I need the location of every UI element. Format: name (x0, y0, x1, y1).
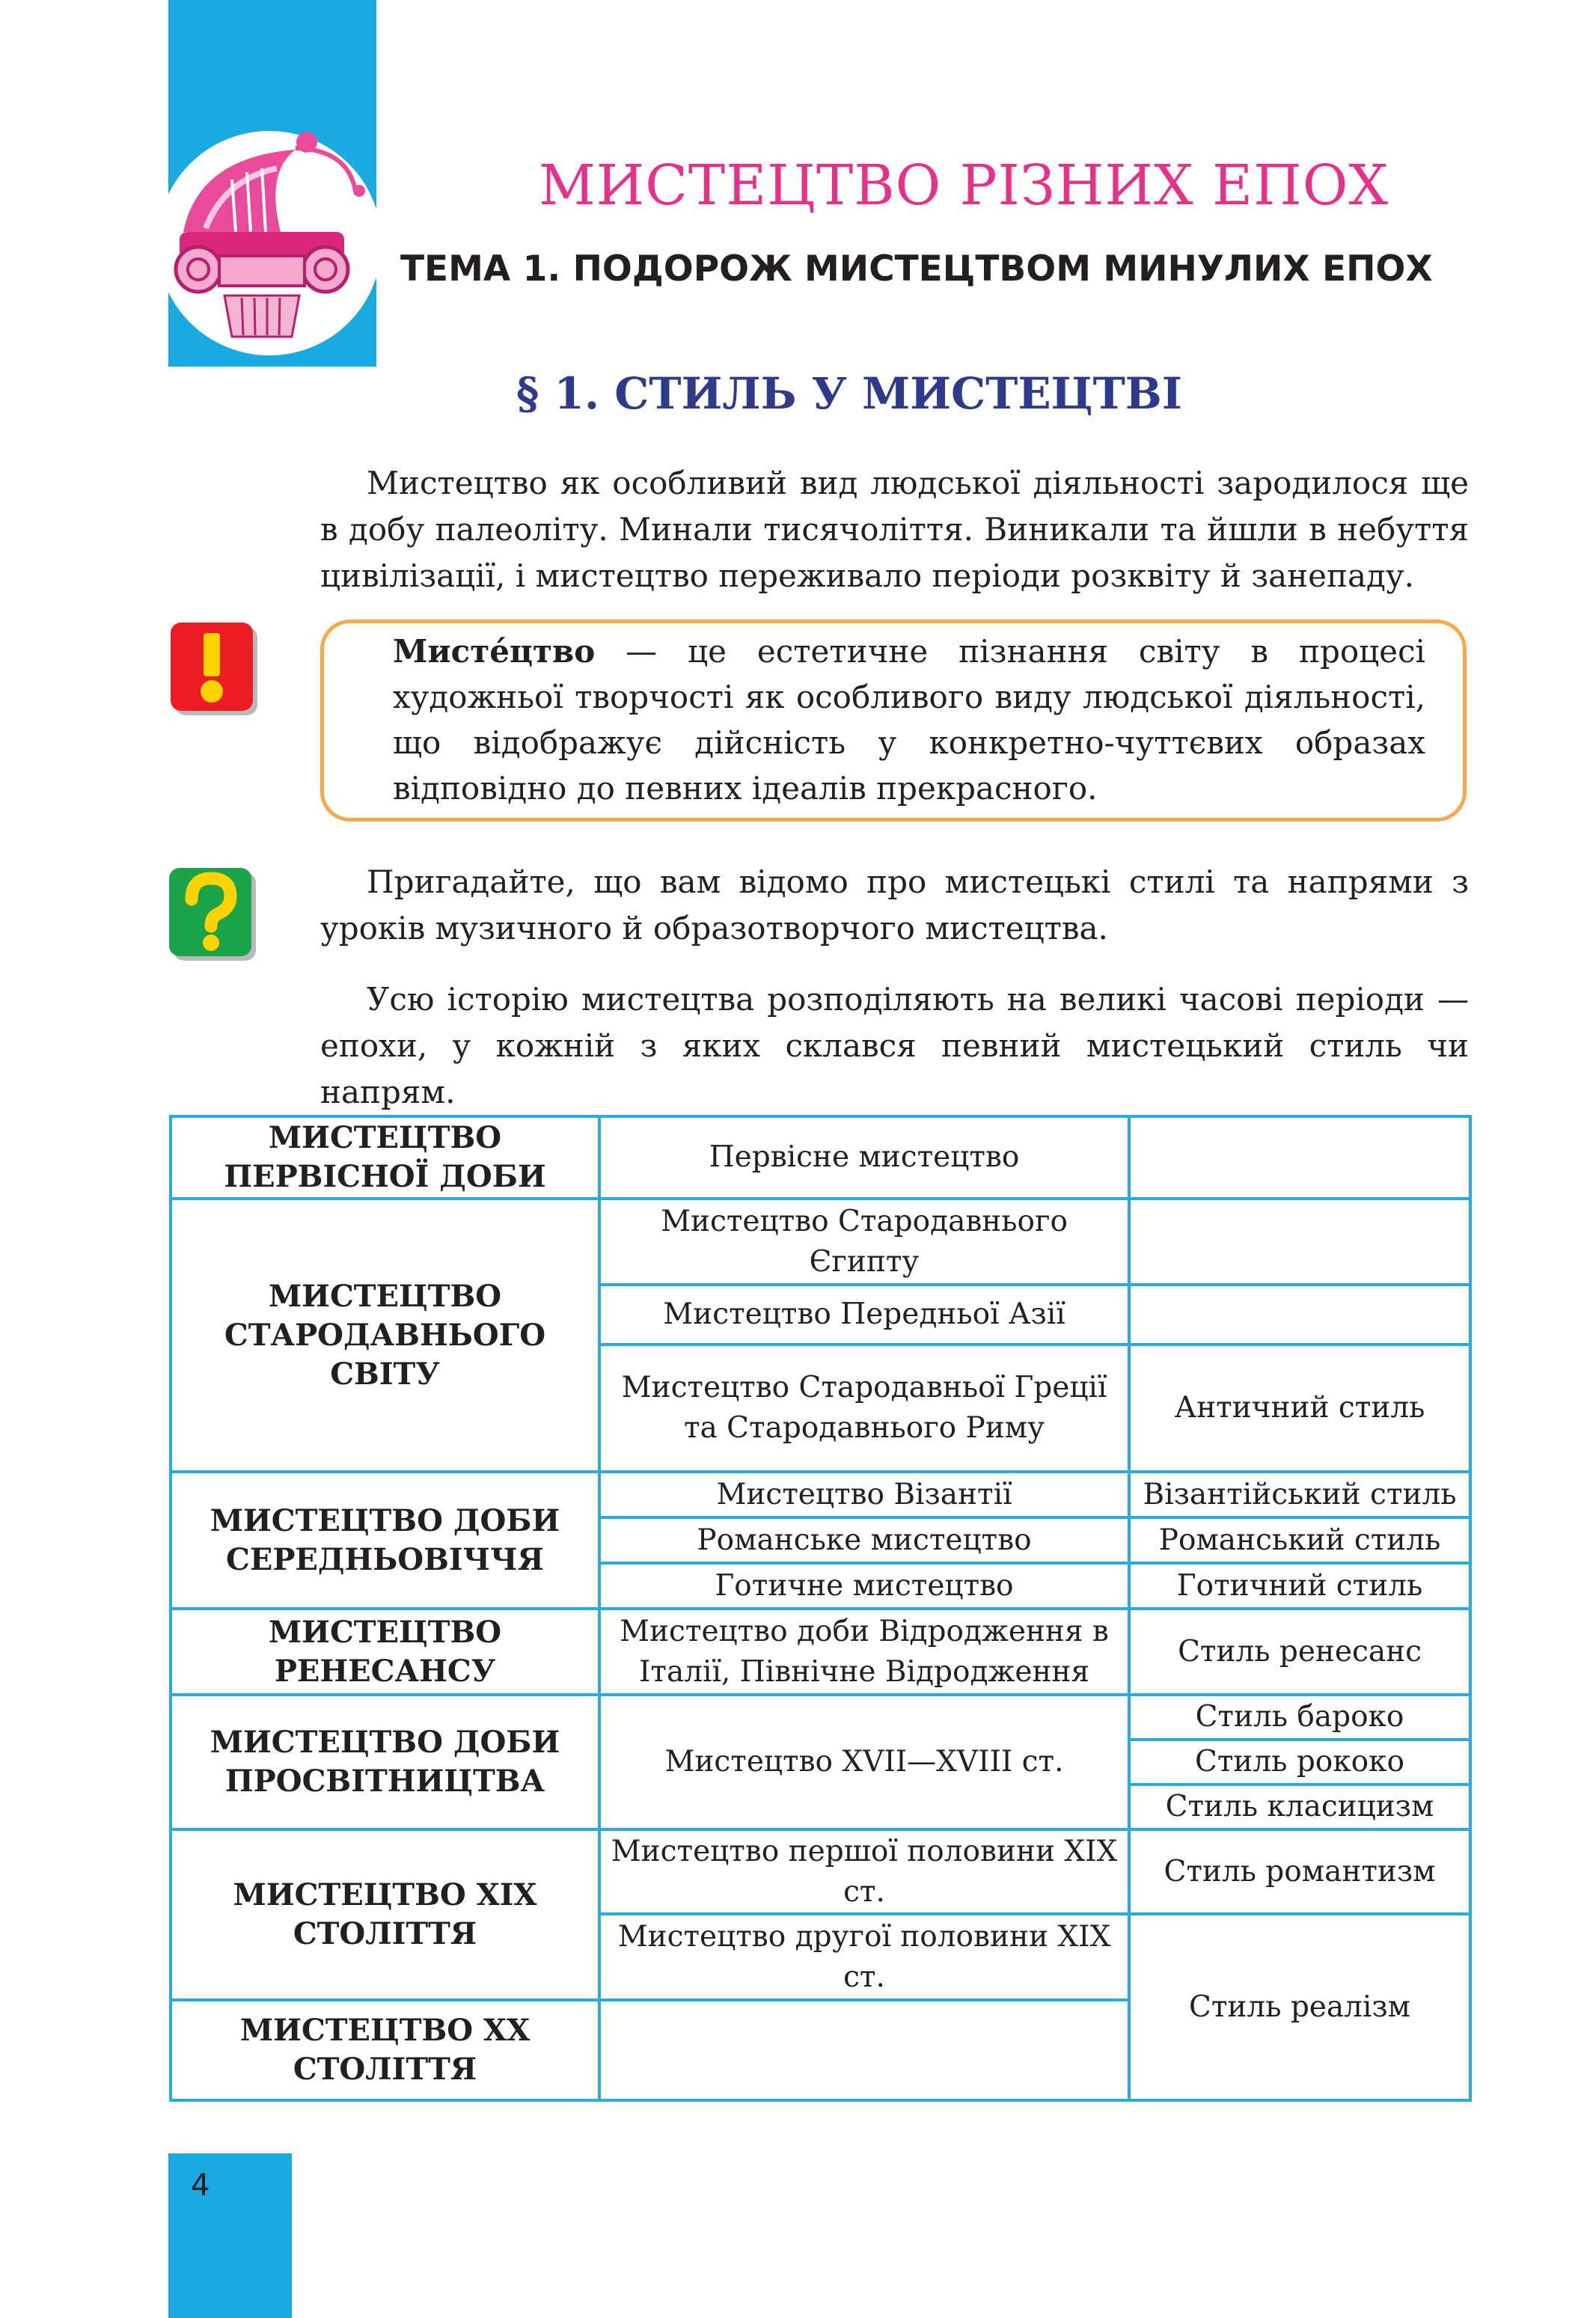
table-cell: Стиль бароко (1129, 1695, 1470, 1740)
table-cell: Мистецтво доби Відродження в Італії, Північне Відродження (599, 1609, 1129, 1695)
question-paragraph: Пригадайте, що вам відомо про мистецькі стилі та напрями з уроків музичного й образотворчого мистецтва. (320, 863, 1469, 947)
table-cell (599, 2000, 1129, 2100)
table-cell: Античний стиль (1129, 1345, 1470, 1472)
table-cell: МИСТЕЦТВО ДОБИ ПРОСВІТНИЦТВА (171, 1695, 599, 1829)
table-row (171, 1695, 1470, 1740)
table-cell: Мистецтво Стародавньої Греції та Стародавнього Риму (599, 1345, 1129, 1472)
lyre-emblem-icon (153, 127, 385, 359)
art-epochs-table (169, 1115, 1472, 2102)
table-cell: Мистецтво Передньої Азії (599, 1285, 1129, 1345)
table-cell: МИСТЕЦТВО XX СТОЛІТТЯ (171, 2000, 599, 2100)
chapter-title: МИСТЕЦТВО РІЗНИХ ЕПОХ (539, 153, 1389, 218)
epochs-intro-paragraph: Усю історію мистецтва розподіляють на великі часові періоди — епохи, у кожній з яких склався певний мистецький стиль чи напрям. (320, 981, 1469, 1110)
table-cell: Стиль романтизм (1129, 1829, 1470, 1914)
definition-body: — це естетичне пізнання світу в процесі художньої творчості як особливого виду людської діяльності, що відображує дійсність у конкретно-чуттєвих образах відповідно до певних ідеалів прекрасного. (393, 633, 1425, 807)
table-cell: Первісне мистецтво (599, 1116, 1129, 1199)
table-cell: Мистецтво Візантії (599, 1472, 1129, 1517)
definition-term: Мисте́цтво (393, 633, 596, 670)
intro-paragraph: Мистецтво як особливий вид людської діяльності зародилося ще в добу палеоліту. Минали тисячоліття. Виникали та йшли в небуття цивілізації, і мистецтво переживало періоди розквіту й занепаду. (320, 465, 1469, 594)
table-cell: Мистецтво першої половини XIX ст. (599, 1829, 1129, 1914)
table-cell (1129, 1285, 1470, 1345)
table-cell: МИСТЕЦТВО ДОБИ СЕРЕДНЬОВІЧЧЯ (171, 1472, 599, 1609)
definition-text (393, 629, 1425, 811)
table-cell (1129, 1199, 1470, 1285)
page-number-box (168, 2153, 292, 2318)
table-cell: МИСТЕЦТВО XIX СТОЛІТТЯ (171, 1829, 599, 2000)
table-cell: МИСТЕЦТВО РЕНЕСАНСУ (171, 1609, 599, 1695)
table-cell: Стиль класицизм (1129, 1785, 1470, 1829)
table-cell: Стиль ренесанс (1129, 1609, 1470, 1695)
table-cell: Візантійський стиль (1129, 1472, 1470, 1517)
table-cell: МИСТЕЦТВО СТАРОДАВНЬОГО СВІТУ (171, 1199, 599, 1472)
table-cell: Романське мистецтво (599, 1517, 1129, 1563)
table-cell: МИСТЕЦТВО ПЕРВІСНОЇ ДОБИ (171, 1116, 599, 1199)
table-cell: Романський стиль (1129, 1517, 1470, 1563)
table-cell: Стиль рококо (1129, 1740, 1470, 1785)
question-icon (169, 868, 251, 956)
table-row (171, 1829, 1470, 1914)
page-number: 4 (191, 2168, 210, 2203)
table-cell: Мистецтво XVII—XVIII ст. (599, 1695, 1129, 1829)
section-title: § 1. СТИЛЬ У МИСТЕЦТВІ (516, 368, 1182, 419)
table-cell (1129, 1116, 1470, 1199)
topic-title: ТЕМА 1. ПОДОРОЖ МИСТЕЦТВОМ МИНУЛИХ ЕПОХ (400, 248, 1433, 290)
table-row (171, 1199, 1470, 1285)
table-cell: Готичне мистецтво (599, 1563, 1129, 1609)
table-cell: Мистецтво другої половини XIX ст. (599, 1914, 1129, 2000)
table-row (171, 1472, 1470, 1517)
table-row (171, 1116, 1470, 1199)
table-cell: Стиль реалізм (1129, 1914, 1470, 2100)
table-cell: Мистецтво Стародавнього Єгипту (599, 1199, 1129, 1285)
table-cell: Готичний стиль (1129, 1563, 1470, 1609)
exclamation-icon (171, 623, 253, 711)
table-row (171, 1609, 1470, 1695)
